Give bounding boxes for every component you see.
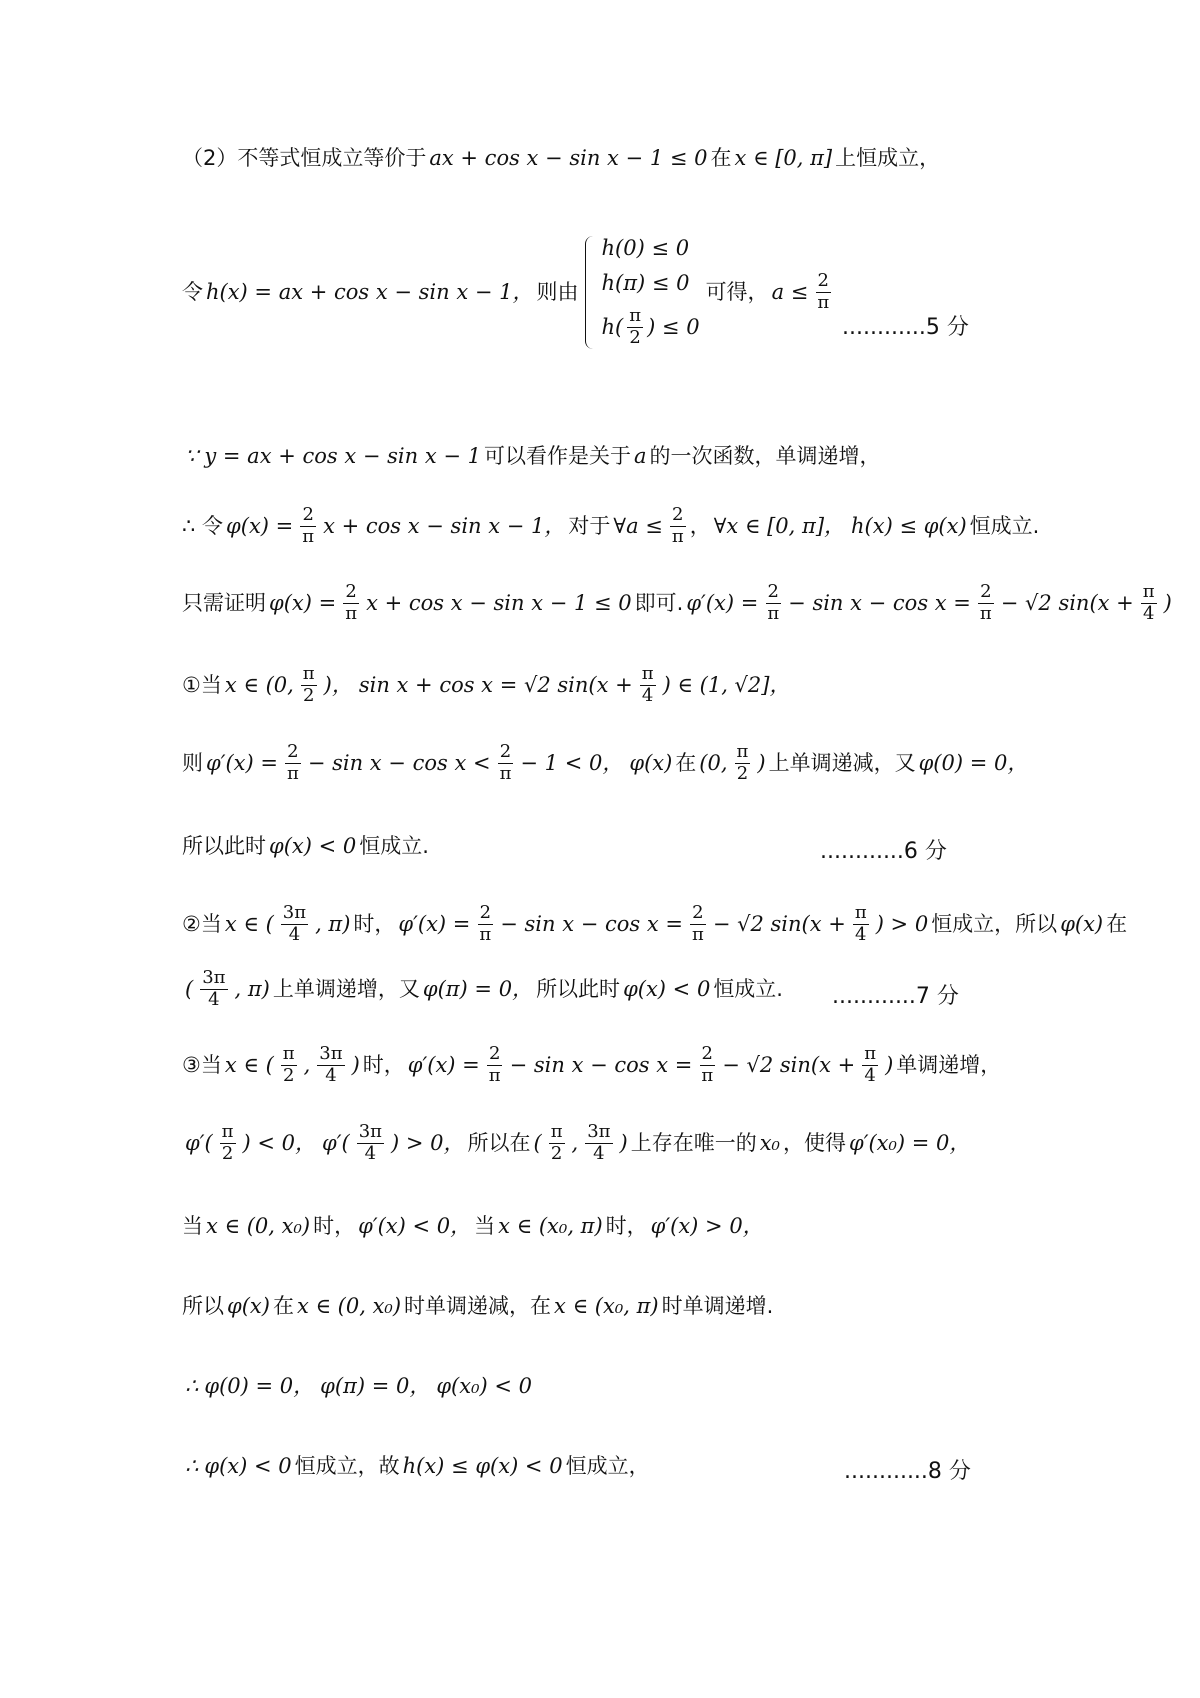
text: 时，	[313, 1214, 356, 1238]
text: 上存在唯一的	[630, 1130, 757, 1155]
formula: ,	[303, 1052, 311, 1077]
fraction: $\frac{2}{\pi}$	[767, 581, 780, 624]
formula: h(x) ≤ φ(x)	[851, 513, 967, 538]
fraction: $\frac{3\pi}{4}$	[358, 1121, 382, 1164]
formula: φ(x) < 0	[204, 1454, 292, 1478]
text: 单调递增，	[896, 1052, 1002, 1077]
text: 在	[675, 750, 697, 775]
formula: ) > 0，	[390, 1130, 465, 1155]
formula: )	[757, 750, 766, 775]
text: 则由	[536, 279, 579, 304]
text: 恒成立，所以	[931, 911, 1058, 936]
text: 时，	[353, 911, 396, 936]
line-system	[182, 236, 835, 349]
formula: )	[885, 1052, 894, 1077]
formula: x ∈ (0,	[224, 672, 294, 697]
text: 恒成立.	[969, 513, 1040, 538]
formula: (0,	[699, 750, 728, 775]
formula: φ(x₀) < 0	[436, 1374, 533, 1398]
text: 的一次函数，单调递增，	[649, 444, 881, 468]
formula: x ∈ (	[224, 911, 274, 936]
line-sign-analysis	[182, 1214, 767, 1239]
formula: φ′(x) > 0，	[650, 1214, 764, 1238]
text: ∴ 令	[182, 513, 224, 538]
formula: φ(x)	[1060, 911, 1104, 936]
formula: x₀	[759, 1130, 780, 1155]
formula: − √2 sin(x +	[712, 911, 846, 936]
text: 恒成立.	[713, 976, 783, 1001]
text: 所以在	[467, 1130, 531, 1155]
text: 当	[474, 1214, 496, 1238]
formula: , π)	[315, 911, 351, 936]
formula: h(x) ≤ φ(x) < 0	[402, 1454, 563, 1478]
text: 所以此时	[536, 976, 621, 1001]
line-case-3	[182, 1044, 1001, 1086]
fraction: $\frac{2}{\pi}$	[979, 581, 992, 624]
text: （2）不等式恒成立等价于	[182, 146, 427, 170]
formula: − 1 < 0，	[520, 750, 624, 775]
formula: − √2 sin(x +	[1000, 590, 1134, 615]
text: 所以此时	[182, 834, 266, 858]
formula: ∴	[185, 1454, 199, 1478]
formula: φ(x)	[629, 750, 673, 775]
formula: )	[619, 1130, 628, 1155]
fraction: $\frac{2}{\pi}$	[701, 1043, 714, 1086]
fraction: $\frac{2}{\pi}$	[817, 270, 830, 313]
fraction: $\frac{3\pi}{4}$	[587, 1121, 611, 1164]
fraction: $\frac{2}{\pi}$	[302, 504, 315, 547]
score-mark: ............5 分	[842, 315, 969, 340]
score-mark: ............8 分	[844, 1459, 971, 1484]
formula: )	[351, 1052, 360, 1077]
fraction: $\frac{2}{\pi}$	[345, 581, 358, 624]
text: 在	[272, 1294, 294, 1318]
system-row: h(0) ≤ 0	[601, 236, 690, 260]
formula: φ(0) = 0，	[918, 750, 1029, 775]
formula: ax + cos x − sin x − 1 ≤ 0	[429, 146, 708, 170]
formula: a	[633, 444, 647, 468]
fraction: $\frac{2}{\pi}$	[499, 741, 512, 784]
text: 可得，	[705, 279, 769, 304]
fraction: $\frac{\pi}{2}$	[550, 1121, 563, 1164]
fraction: $\frac{2}{\pi}$	[479, 902, 492, 945]
formula: − sin x − cos x =	[500, 911, 683, 936]
formula: ∵	[185, 444, 199, 468]
text: ③当	[182, 1052, 222, 1077]
fraction: $\frac{3\pi}{4}$	[202, 967, 226, 1010]
formula: ,	[571, 1130, 579, 1155]
text: 恒成立，故	[294, 1454, 400, 1478]
system-row: h(π) ≤ 0	[601, 271, 690, 296]
formula: φ(0) = 0，	[204, 1374, 315, 1398]
text: 在	[710, 146, 732, 170]
fraction: $\frac{2}{\pi}$	[671, 504, 684, 547]
formula: φ(x)	[227, 1294, 270, 1318]
fraction: $\frac{\pi}{4}$	[864, 1043, 877, 1086]
score-mark: ............7 分	[832, 984, 959, 1009]
formula: y = ax + cos x − sin x − 1	[204, 444, 481, 468]
line-prove	[182, 582, 1175, 624]
formula: ) < 0，	[242, 1130, 317, 1155]
formula: ∴	[185, 1374, 199, 1398]
fraction: $\frac{2}{\pi}$	[488, 1043, 501, 1086]
formula: φ(π) = 0，	[422, 976, 534, 1001]
formula: φ′(x) =	[206, 750, 278, 775]
formula: φ(π) = 0，	[320, 1374, 431, 1398]
system-row: h( $\frac{\pi}{2}$ ) ≤ 0	[601, 305, 700, 349]
formula: φ′(	[185, 1130, 213, 1155]
fraction: $\frac{3\pi}{4}$	[319, 1043, 343, 1086]
formula: x ∈ (0, x₀)	[206, 1214, 311, 1238]
fraction: $\frac{\pi}{4}$	[641, 663, 654, 706]
line-final-conclusion	[182, 1454, 650, 1479]
text: 只需证明	[182, 590, 266, 615]
text: 时，	[362, 1052, 405, 1077]
line-case-1-derivative	[182, 742, 1031, 784]
text: ，使得	[782, 1130, 846, 1155]
formula: )	[1163, 590, 1172, 615]
formula: x ∈ [0, π]	[734, 146, 833, 170]
formula: − sin x − cos x =	[509, 1052, 693, 1077]
text: 即可.	[634, 590, 684, 615]
formula: ) > 0	[875, 911, 929, 936]
formula: φ(x) < 0	[269, 834, 357, 858]
line-equivalence	[182, 146, 940, 171]
formula: φ′(x) =	[686, 590, 759, 615]
fraction: $\frac{3\pi}{4}$	[282, 902, 307, 945]
formula: (	[185, 976, 194, 1001]
fraction: $\frac{\pi}{2}$	[736, 741, 749, 784]
text: 可以看作是关于	[483, 444, 631, 468]
formula: h(x) = ax + cos x − sin x − 1，	[206, 279, 534, 304]
fraction: $\frac{\pi}{2}$	[221, 1121, 234, 1164]
score-mark: ............6 分	[820, 839, 947, 864]
equation-system	[585, 236, 700, 349]
formula: φ′(x) < 0，	[358, 1214, 472, 1238]
formula: φ(x) < 0	[623, 976, 711, 1001]
line-case-1	[182, 664, 794, 706]
fraction: $\frac{\pi}{2}$	[302, 663, 315, 706]
line-case-2	[182, 903, 1127, 945]
formula: φ(x) =	[269, 590, 337, 615]
formula: x ∈ (x₀, π)	[498, 1214, 603, 1238]
formula: ) ∈ (1, √2]，	[662, 672, 791, 697]
fraction: $\frac{\pi}{4}$	[854, 902, 867, 945]
text: 则	[182, 750, 203, 775]
line-case-2-conclusion	[182, 968, 783, 1010]
formula: φ′(x₀) = 0，	[848, 1130, 971, 1155]
line-case-3-zero	[182, 1122, 973, 1164]
text: 时单调递减，在	[404, 1294, 552, 1318]
formula: (	[533, 1130, 542, 1155]
text: 在	[1106, 911, 1128, 936]
formula: φ(x) =	[226, 513, 294, 538]
left-brace	[585, 236, 596, 349]
formula: x ∈ (x₀, π)	[554, 1294, 659, 1318]
fraction: $\frac{\pi}{2}$	[282, 1043, 295, 1086]
formula: x ∈ (	[224, 1052, 274, 1077]
line-linear-function	[182, 444, 881, 469]
text: 上单调递增，又	[272, 976, 420, 1001]
line-define-phi	[182, 505, 1039, 547]
text: 对于	[568, 513, 611, 538]
text: ②当	[182, 911, 222, 936]
formula: − √2 sin(x +	[722, 1052, 856, 1077]
formula: x ∈ (0, x₀)	[296, 1294, 402, 1318]
text: 恒成立，	[565, 1454, 650, 1478]
line-monotonicity	[182, 1294, 773, 1319]
text: 令	[182, 279, 203, 304]
formula: φ′(	[322, 1130, 350, 1155]
text: 时单调递增.	[661, 1294, 774, 1318]
formula: − sin x − cos x =	[788, 590, 971, 615]
fraction: $\frac{2}{\pi}$	[691, 902, 704, 945]
formula: ∀x ∈ [0, π]，	[713, 513, 846, 538]
formula: sin x + cos x = √2 sin(x +	[358, 672, 633, 697]
formula: x + cos x − sin x − 1，	[323, 513, 566, 538]
text: 上单调递减，又	[768, 750, 916, 775]
text: ，	[689, 513, 711, 538]
formula: φ′(x) =	[407, 1052, 480, 1077]
text: 上恒成立，	[835, 146, 941, 170]
formula: a ≤	[771, 279, 809, 304]
formula: φ′(x) =	[398, 911, 471, 936]
formula: , π)	[234, 976, 270, 1001]
line-case-1-conclusion	[182, 834, 429, 859]
text: 恒成立.	[359, 834, 429, 858]
formula: x + cos x − sin x − 1 ≤ 0	[366, 590, 632, 615]
formula: ∀a ≤	[613, 513, 663, 538]
text: 时，	[605, 1214, 648, 1238]
formula: − sin x − cos x <	[307, 750, 491, 775]
text: 所以	[182, 1294, 224, 1318]
formula: )，	[323, 672, 353, 697]
fraction: $\frac{2}{\pi}$	[286, 741, 299, 784]
line-values	[182, 1374, 535, 1399]
text: ①当	[182, 672, 222, 697]
text: 当	[182, 1214, 203, 1238]
fraction: $\frac{\pi}{4}$	[1142, 581, 1155, 624]
